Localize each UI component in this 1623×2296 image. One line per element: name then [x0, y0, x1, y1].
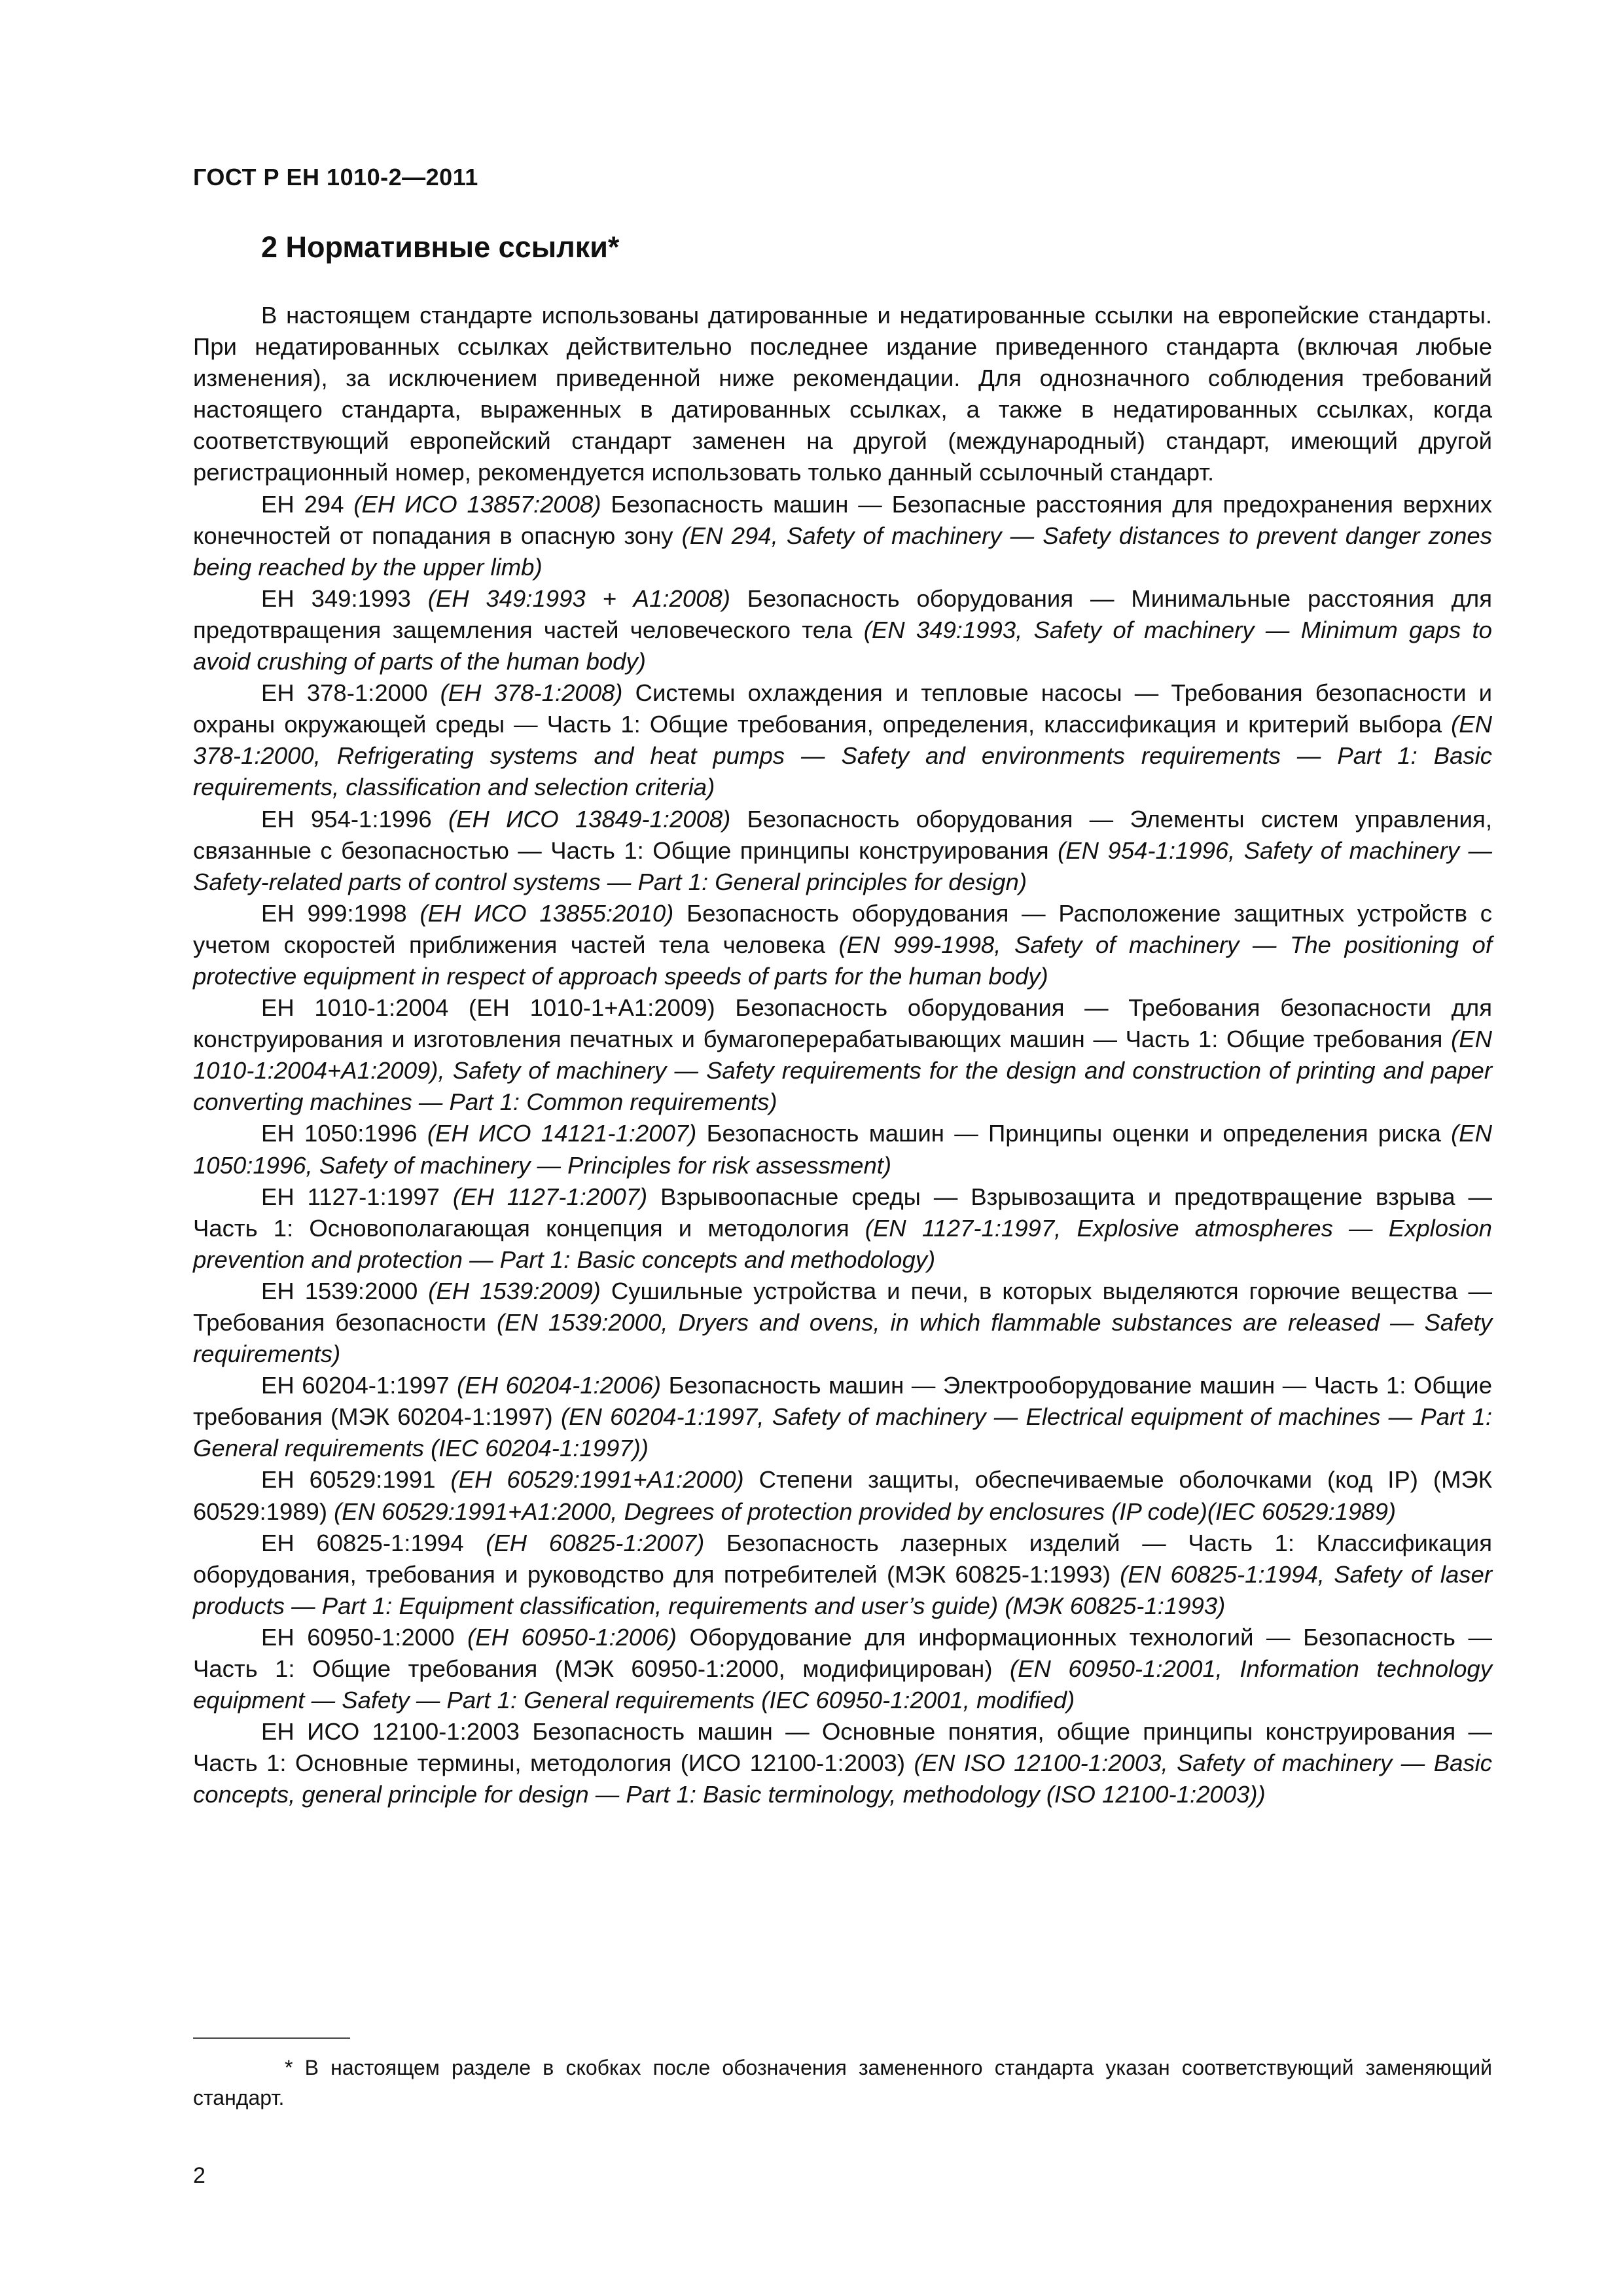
reference-title: Безопасность оборудования — Расположение защитных устройств с учетом скоростей приближения частей тела человека [193, 899, 1492, 958]
document-page [193, 0, 1492, 2296]
reference-code: ЕН 60825-1:1994 [261, 1529, 464, 1556]
reference-item [193, 1181, 1492, 1276]
reference-code: ЕН ИСО 12100-1:2003 [261, 1718, 520, 1746]
reference-replacement: (ЕН 60825-1:2007) [486, 1529, 705, 1556]
reference-english: (EN 1050:1996, Safety of machinery — Principles for risk assessment) [193, 1120, 1492, 1179]
reference-item [193, 1622, 1492, 1716]
reference-replacement: (ЕН 60529:1991+А1:2000) [450, 1466, 744, 1494]
reference-code: ЕН 60204-1:1997 [261, 1372, 450, 1399]
reference-english: (EN 60204-1:1997, Safety of machinery — Electrical equipment of machines — Part 1: General requirements (IEC 60204-1:1997)) [193, 1403, 1492, 1462]
reference-code: ЕН 60950-1:2000 [261, 1623, 455, 1651]
reference-english: (EN 294, Safety of machinery — Safety distances to prevent danger zones being reached by the upper limb) [193, 522, 1492, 581]
reference-title: Безопасность оборудования — Элементы систем управления, связанные с безопасностью — Часть 1: Общие принципы конструирования [193, 805, 1492, 864]
reference-code: ЕН 294 [261, 490, 344, 518]
reference-replacement: (ЕН 378-1:2008) [440, 679, 623, 707]
reference-english: (EN 60950-1:2001, Information technology equipment — Safety — Part 1: General requirements (IEC 60950-1:2001, modified) [193, 1655, 1492, 1714]
reference-item [193, 1118, 1492, 1181]
reference-code: ЕН 954-1:1996 [261, 805, 432, 833]
reference-title: Безопасность оборудования — Минимальные расстояния для предотвращения защемления частей человеческого тела [193, 584, 1492, 643]
reference-code: ЕН 1010-1:2004 [261, 994, 449, 1022]
reference-english: (EN 999-1998, Safety of machinery — The positioning of protective equipment in respect of approach speeds of parts for the human body) [193, 931, 1492, 990]
reference-code: ЕН 1127-1:1997 [261, 1183, 440, 1210]
reference-replacement: (ЕН 1127-1:2007) [452, 1183, 648, 1210]
reference-item [193, 583, 1492, 677]
reference-english: (EN 1539:2000, Dryers and ovens, in which flammable substances are released — Safety requirements) [193, 1309, 1492, 1368]
reference-code: ЕН 999:1998 [261, 899, 407, 927]
page-number: 2 [193, 2163, 205, 2188]
reference-replacement: (ЕН 1539:2009) [428, 1277, 601, 1304]
reference-english: (EN 378-1:2000, Refrigerating systems and heat pumps — Safety and environments requirements — Part 1: Basic requirements, classification and selection criteria) [193, 711, 1492, 801]
footnote-text: * В настоящем разделе в скобках после обозначения замененного стандарта указан соответствующий заменяющий стандарт. [193, 2056, 1492, 2109]
reference-replacement: (ЕН ИСО 13849-1:2008) [448, 805, 731, 833]
reference-item [193, 1370, 1492, 1464]
reference-item [193, 489, 1492, 583]
reference-code: ЕН 60529:1991 [261, 1466, 436, 1494]
reference-item [193, 677, 1492, 803]
reference-title: Степени защиты, обеспечиваемые оболочками (код IP) (МЭК 60529:1989) [193, 1466, 1492, 1525]
intro-paragraph: В настоящем стандарте использованы датированные и недатированные ссылки на европейские стандарты. При недатированных ссылках действительно последнее издание приведенного стандарта (включая любые изменения), за исключением приведенной ниже рекомендации. Для однозначного соблюдения требований настоящего стандарта, выраженных в датированных ссылках, а также в недатированных ссылках, когда соответствующий европейский стандарт заменен на другой (международный) стандарт, имеющий другой регистрационный номер, рекомендуется использовать только данный ссылочный стандарт. [193, 302, 1492, 486]
reference-title: Безопасность машин — Основные понятия, общие принципы конструирования — Часть 1: Основные термины, методология (ИСО 12100-1:2003) [193, 1718, 1492, 1777]
reference-title: Системы охлаждения и тепловые насосы — Требования безопасности и охраны окружающей среды — Часть 1: Общие требования, определения, классификация и критерий выбора [193, 679, 1492, 738]
reference-item [193, 1464, 1492, 1527]
reference-code: ЕН 378-1:2000 [261, 679, 428, 707]
reference-code: ЕН 1539:2000 [261, 1277, 418, 1304]
reference-title: Сушильные устройства и печи, в которых выделяются горючие вещества — Требования безопасности [193, 1277, 1492, 1336]
reference-english: (EN 954-1:1996, Safety of machinery — Safety-related parts of control systems — Part 1: General principles for design) [193, 836, 1492, 895]
reference-replacement: (ЕН 349:1993 + А1:2008) [427, 584, 730, 612]
reference-english: (EN 349:1993, Safety of machinery — Minimum gaps to avoid crushing of parts of the human body) [193, 616, 1492, 675]
reference-english: (EN 60825-1:1994, Safety of laser products — Part 1: Equipment classification, requirements and user’s guide) (МЭК 60825-1:1993) [193, 1560, 1492, 1619]
reference-title: Безопасность лазерных изделий — Часть 1: Классификация оборудования, требования и руководство для потребителей (МЭК 60825-1:1993) [193, 1529, 1492, 1588]
reference-item [193, 1528, 1492, 1622]
reference-title: Взрывоопасные среды — Взрывозащита и предотвращение взрыва — Часть 1: Основополагающая концепция и методология [193, 1183, 1492, 1242]
reference-english: (EN 1127-1:1997, Explosive atmospheres — Explosion prevention and protection — Part 1: Basic concepts and methodology) [193, 1214, 1492, 1273]
reference-code: ЕН 349:1993 [261, 584, 411, 612]
reference-english: (EN 60529:1991+A1:2000, Degrees of protection provided by enclosures (IP code)(IEC 60529:1989) [334, 1498, 1397, 1525]
reference-english: (EN ISO 12100-1:2003, Safety of machinery — Basic concepts, general principle for design — Part 1: Basic terminology, methodology (ISO 12100-1:2003)) [193, 1749, 1492, 1808]
reference-item [193, 1276, 1492, 1370]
reference-item [193, 804, 1492, 898]
reference-title: Безопасность машин — Безопасные расстояния для предохранения верхних конечностей от попадания в опасную зону [193, 490, 1492, 549]
reference-replacement: (ЕН ИСО 13855:2010) [419, 899, 674, 927]
reference-english: (EN 1010-1:2004+A1:2009), Safety of machinery — Safety requirements for the design and construction of printing and paper converting machines — Part 1: Common requirements) [193, 1026, 1492, 1116]
reference-code: ЕН 1050:1996 [261, 1120, 418, 1147]
footnote [193, 2053, 1492, 2113]
reference-replacement: (ЕН ИСО 13857:2008) [353, 490, 601, 518]
reference-replacement: (ЕН 60204-1:2006) [457, 1372, 662, 1399]
reference-title: Безопасность оборудования — Требования безопасности для конструирования и изготовления печатных и бумагоперерабатывающих машин — Часть 1: Общие требования [193, 994, 1492, 1053]
reference-item [193, 898, 1492, 992]
reference-title: Оборудование для информационных технологий — Безопасность — Часть 1: Общие требования (МЭК 60950-1:2000, модифицирован) [193, 1623, 1492, 1683]
section-title: 2 Нормативные ссылки* [261, 230, 620, 264]
reference-replacement: (ЕН ИСО 14121-1:2007) [427, 1120, 697, 1147]
section-body [193, 300, 1492, 1811]
reference-replacement: (ЕН 60950-1:2006) [467, 1623, 677, 1651]
footnote-divider [193, 2037, 350, 2039]
reference-item [193, 992, 1492, 1118]
document-code-header: ГОСТ Р ЕН 1010-2—2011 [193, 164, 478, 190]
reference-item [193, 1716, 1492, 1810]
reference-title: Безопасность машин — Электрооборудование машин — Часть 1: Общие требования (МЭК 60204-1:1997) [193, 1372, 1492, 1431]
reference-replacement: (ЕН 1010-1+А1:2009) [469, 994, 715, 1022]
reference-title: Безопасность машин — Принципы оценки и определения риска [706, 1120, 1441, 1147]
